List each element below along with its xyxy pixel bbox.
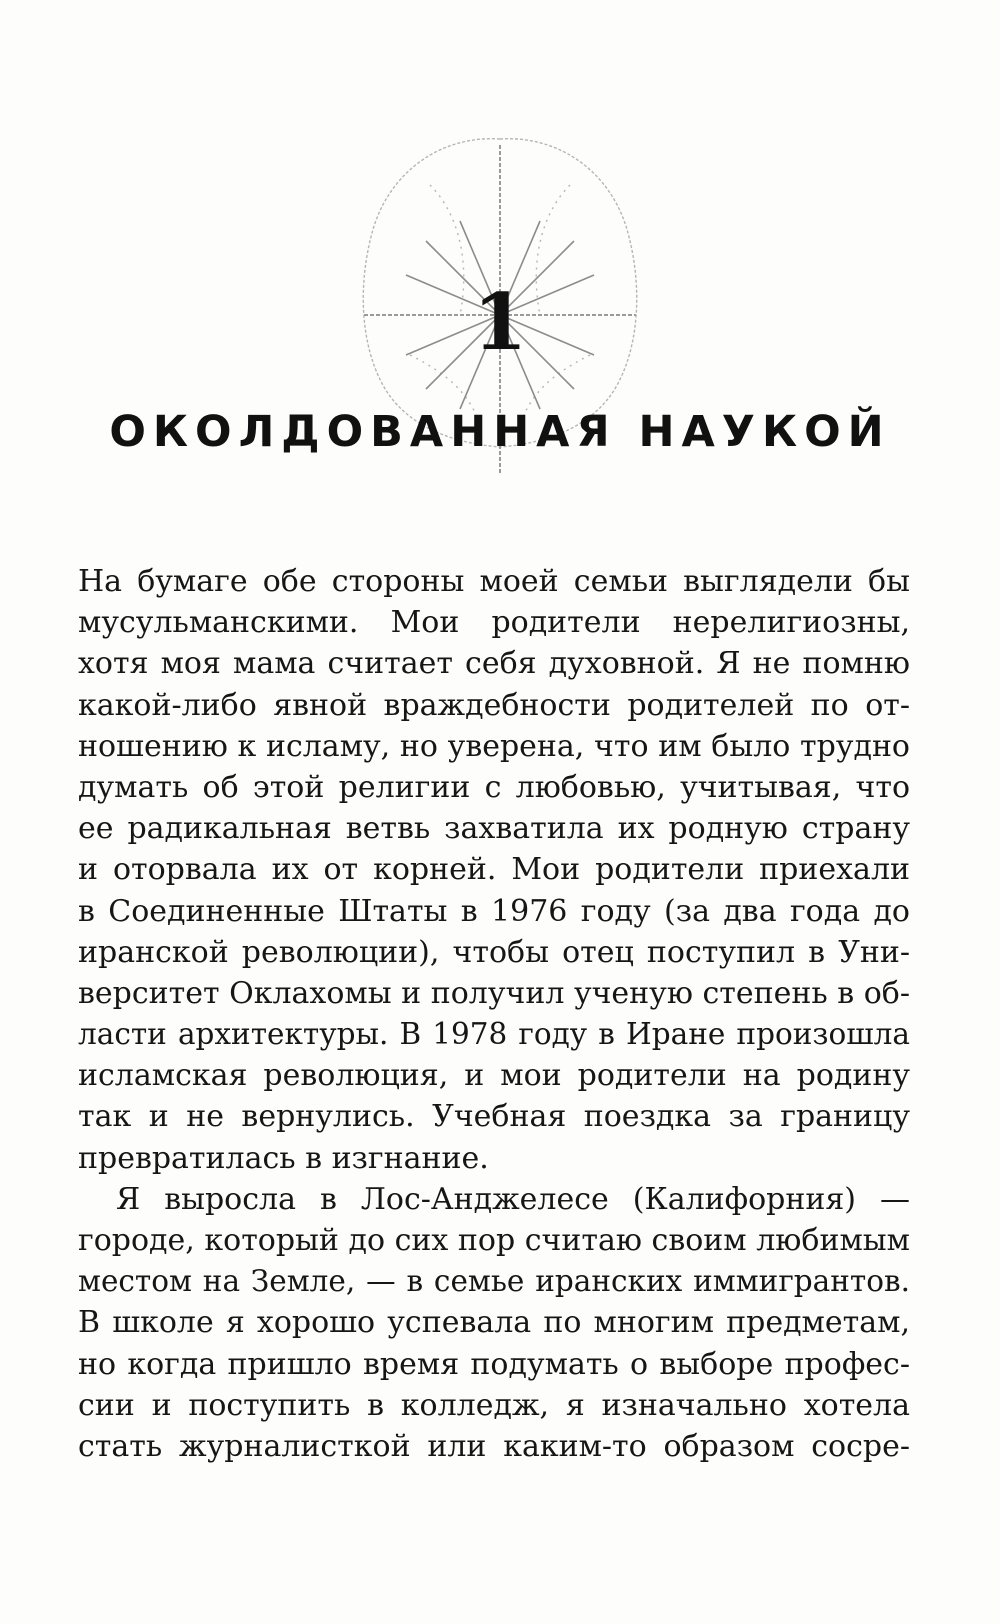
text-line: думать об этой религии с любовью, учитывая, что [78, 769, 910, 805]
text-line: превратилась в изгнание. [78, 1140, 489, 1176]
text-line: ее радикальная ветвь захватила их родную страну [78, 811, 910, 847]
text-line: ношению к исламу, но уверена, что им было трудно [78, 728, 910, 764]
text-line: мусульманскими. Мои родители нерелигиозны, [78, 605, 910, 641]
text-line: в Соединенные Штаты в 1976 году (за два года до [78, 893, 910, 929]
text-line: иранской революции), чтобы отец поступил в Уни- [78, 934, 910, 970]
text-line: В школе я хорошо успевала по многим предметам, [78, 1305, 910, 1341]
text-line: и оторвала их от корней. Мои родители приехали [78, 852, 910, 888]
text-line: Я выросла в Лос-Анджелесе (Калифорния) — [116, 1181, 910, 1217]
text-line: местом на Земле, — в семье иранских иммигрантов. [78, 1264, 910, 1299]
text-line: ласти архитектуры. В 1978 году в Иране произошла [78, 1017, 910, 1052]
text-line: стать журналисткой или каким-то образом сосре- [78, 1428, 910, 1464]
text-line: хотя моя мама считает себя духовной. Я не помню [78, 646, 910, 682]
text-line: сии и поступить в колледж, я изначально хотела [78, 1387, 910, 1423]
text-line: но когда пришло время подумать о выборе профес- [78, 1346, 910, 1382]
chapter-title: ОКОЛДОВАННАЯ НАУКОЙ [109, 407, 891, 457]
text-line: На бумаге обе стороны моей семьи выглядели бы [78, 564, 910, 599]
chapter-body [78, 561, 910, 1467]
chapter-number: 1 [472, 277, 528, 368]
text-line: так и не вернулись. Учебная поездка за границу [78, 1099, 910, 1135]
text-line: какой-либо явной враждебности родителей по от- [78, 687, 910, 723]
text-line: исламская революция, и мои родители на родину [78, 1058, 910, 1094]
text-line: верситет Оклахомы и получил ученую степень в об- [78, 975, 910, 1011]
text-line: городе, который до сих пор считаю своим любимым [78, 1223, 910, 1258]
